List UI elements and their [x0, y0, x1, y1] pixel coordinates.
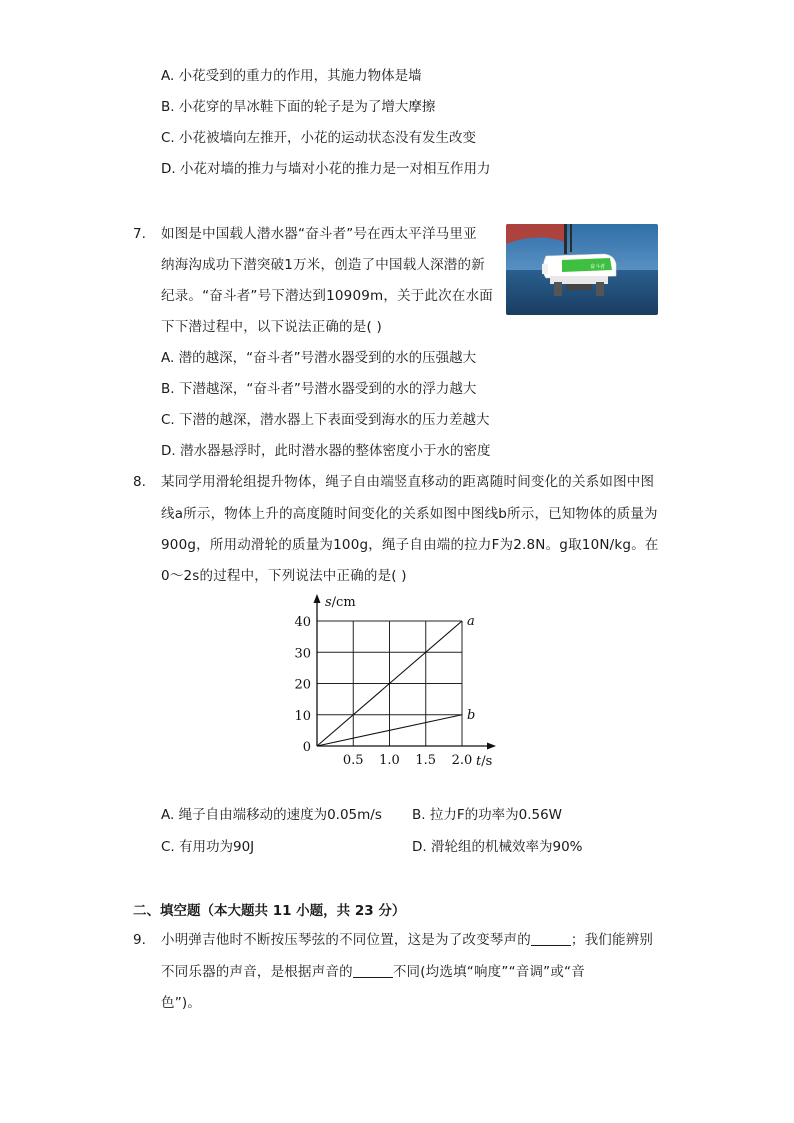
y-tick-label: 10 [294, 708, 311, 724]
q7-stem-line-3: 纪录。“奋斗者”号下潜达到10909m，关于此次在水面 [161, 288, 493, 304]
q7-option-a: A. 潜的越深，“奋斗者”号潜水器受到的水的压强越大 [161, 350, 477, 366]
photo-label: 奋斗者 [590, 264, 606, 270]
q7-stem-line-2: 纳海沟成功下潜突破1万米，创造了中国载人深潜的新 [161, 257, 485, 273]
x-tick-label: 0.5 [342, 753, 364, 768]
q6-option-c: C. 小花被墙向左推开，小花的运动状态没有发生改变 [161, 130, 477, 146]
q8-option-a: A. 绳子自由端移动的速度为0.05m/s [161, 807, 382, 823]
q9-line-3: 色”)。 [161, 995, 202, 1011]
q9-line-2 [161, 962, 585, 982]
y-tick-label: 20 [294, 677, 311, 693]
series-label-b: b [467, 707, 476, 723]
y-axis-arrow [314, 594, 321, 603]
q6-option-d: D. 小花对墙的推力与墙对小花的推力是一对相互作用力 [161, 161, 491, 177]
q6-option-b: B. 小花穿的旱冰鞋下面的轮子是为了增大摩擦 [161, 99, 436, 115]
section-title-fill-in: 二、填空题（本大题共 11 小题，共 23 分） [133, 903, 406, 919]
q7-option-b: B. 下潜越深，“奋斗者”号潜水器受到的水的浮力越大 [161, 381, 477, 397]
q9-line-1-text-a: 小明弹吉他时不断按压琴弦的不同位置，这是为了改变琴声的 [161, 932, 531, 948]
x-tick-label: 1.5 [415, 753, 437, 768]
q6-option-a: A. 小花受到的重力的作用，其施力物体是墙 [161, 68, 422, 84]
q9-number: 9. [133, 932, 146, 948]
y-axis-label: s/cm [325, 595, 356, 610]
submersible-photo [506, 224, 658, 315]
x-axis-label: t/s [476, 754, 493, 769]
q8-stem-line-3: 900g，所用动滑轮的质量为100g，绳子自由端的拉力F为2.8N。g取10N/kg。在 [161, 537, 659, 553]
q8-stem-line-2: 线a所示，物体上升的高度随时间变化的关系如图中图线b所示，已知物体的质量为 [161, 506, 658, 522]
q9-line-2-text-a: 不同乐器的声音，是根据声音的 [161, 964, 353, 980]
x-tick-label: 1.0 [379, 753, 400, 768]
q7-option-d: D. 潜水器悬浮时，此时潜水器的整体密度小于水的密度 [161, 443, 491, 459]
q8-option-c: C. 有用功为90J [161, 839, 255, 855]
y-tick-label: 0 [302, 740, 311, 755]
q7-number: 7. [133, 226, 146, 242]
q9-line-2-text-b: 不同(均选填“响度”“音调”或“音 [392, 964, 585, 980]
q9-blank-1 [531, 931, 571, 946]
y-tick-label: 30 [294, 646, 311, 662]
x-axis-arrow [487, 743, 496, 750]
q9-line-1-text-b: ；我们能辨别 [570, 932, 654, 948]
x-tick-label: 2.0 [451, 753, 473, 768]
q7-stem-line-4: 下下潜过程中，以下说法正确的是( ) [161, 319, 382, 335]
q7-option-c: C. 下潜的越深，潜水器上下表面受到海水的压力差越大 [161, 412, 490, 428]
q9-blank-2 [353, 963, 393, 978]
series-label-a: a [467, 614, 475, 629]
distance-time-graph [285, 590, 515, 784]
q8-stem-line-4: 0～2s的过程中，下列说法中正确的是( ) [161, 568, 407, 584]
q8-stem-line-1: 某同学用滑轮组提升物体，绳子自由端竖直移动的距离随时间变化的关系如图中图 [161, 474, 655, 490]
q7-stem-line-1: 如图是中国载人潜水器“奋斗者”号在西太平洋马里亚 [161, 226, 477, 242]
q8-number: 8. [133, 474, 146, 490]
q8-option-d: D. 滑轮组的机械效率为90% [412, 839, 583, 855]
q9-line-1 [161, 930, 653, 950]
y-tick-label: 40 [294, 615, 311, 630]
q8-option-b: B. 拉力F的功率为0.56W [412, 807, 563, 823]
